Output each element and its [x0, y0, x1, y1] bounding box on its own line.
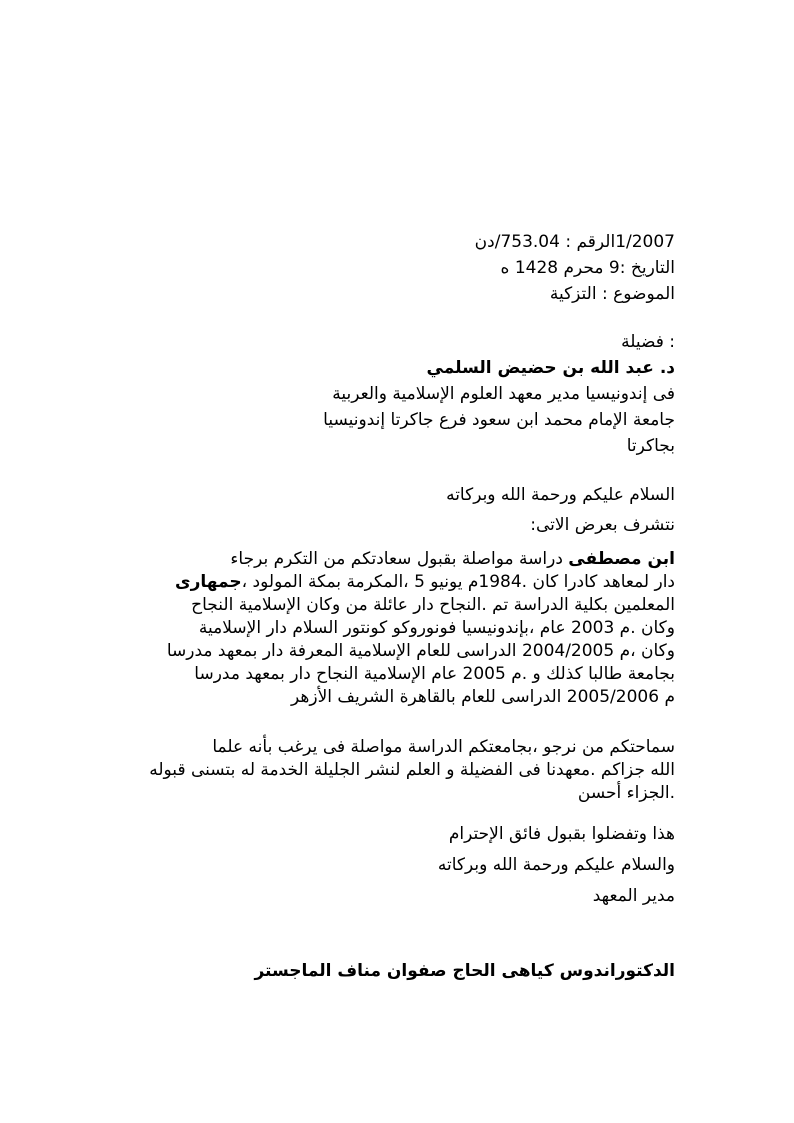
- intro-line: نتشرف بعرض الاتى:: [530, 515, 675, 535]
- letter-subject: الموضوع : التزكية: [549, 284, 675, 304]
- recipient-institution: جامعة الإمام محمد ابن سعود فرع جاكرتا إندونيسيا: [323, 410, 675, 430]
- recipient-block: [115, 329, 675, 459]
- letter-date: التاريخ :9 محرم 1428 ه: [500, 258, 675, 278]
- recipient-city: بجاكرتا: [626, 436, 675, 456]
- closing-respect: هذا وتفضلوا بقبول فائق الإحترام: [448, 824, 675, 844]
- closing-block: [115, 821, 675, 909]
- paragraph-line: وكان ،م 2004/2005 الدراسى للعام الإسلامية المعرفة دار بمعهد مدرسا: [166, 641, 675, 661]
- student-surname: جمهارى: [175, 572, 242, 592]
- paragraph-line: .الجزاء أحسن: [577, 783, 675, 803]
- recipient-salutation: : فضيلة: [621, 332, 675, 352]
- reference-number: 1/2007الرقم : 753.04/دن: [474, 232, 675, 252]
- paragraph-line: بجامعة طالبا كذلك و .م 2005 عام الإسلامية النجاح دار بمعهد مدرسا: [194, 664, 675, 684]
- recipient-name: د. عبد الله بن حضيض السلمي: [426, 358, 675, 378]
- letter-header: [115, 229, 675, 307]
- closing-greeting: والسلام عليكم ورحمة الله وبركاته: [437, 855, 675, 875]
- body-paragraph-1: [115, 548, 675, 709]
- paragraph-line: المعلمين بكلية الدراسة تم .النجاح دار عائلة من وكان الإسلامية النجاح: [191, 595, 675, 615]
- recipient-title: فى إندونيسيا مدير معهد العلوم الإسلامية والعربية: [332, 384, 675, 404]
- paragraph-line: دار لمعاهد كادرا كان .1984م يونيو 5 ،المكرمة بمكة المولود ،جمهارى: [175, 572, 675, 592]
- paragraph-line: سماحتكم من نرجو ،بجامعتكم الدراسة مواصلة فى يرغب بأنه علما: [212, 737, 675, 757]
- paragraph-line: وكان .م 2003 عام ،بإندونيسيا فونوروكو كونتور السلام دار الإسلامية: [198, 618, 675, 638]
- body-paragraph-2: [115, 736, 675, 805]
- paragraph-line: م 2005/2006 الدراسى للعام بالقاهرة الشريف الأزهر: [291, 687, 675, 707]
- paragraph-line: ابن مصطفى دراسة مواصلة بقبول سعادتكم من التكرم برجاء: [230, 549, 675, 569]
- closing-title: مدير المعهد: [592, 886, 675, 906]
- greeting-block: [115, 482, 675, 538]
- paragraph-line: الله جزاكم .معهدنا فى الفضيلة و العلم لنشر الجليلة الخدمة له بتسنى قبوله: [149, 760, 675, 780]
- greeting: السلام عليكم ورحمة الله وبركاته: [446, 485, 675, 505]
- signatory-name: الدكتوراندوس كياهى الحاج صفوان مناف الماجستر: [254, 961, 675, 981]
- student-name: ابن مصطفى: [568, 549, 675, 569]
